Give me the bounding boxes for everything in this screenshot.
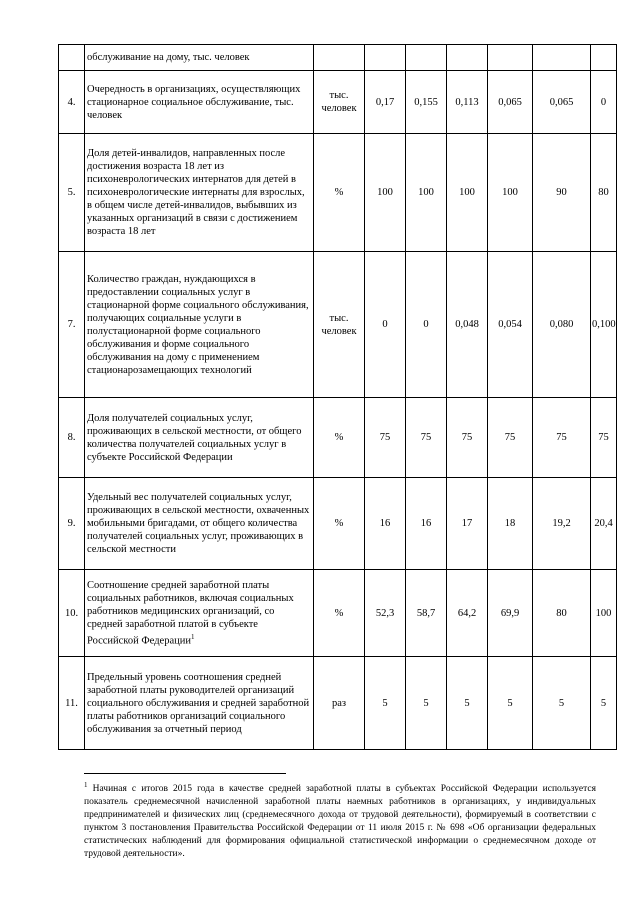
value-cell: 16: [406, 478, 447, 570]
value-cell: 20,4: [591, 478, 617, 570]
value-cell: 0,155: [406, 71, 447, 134]
value-cell: 5: [365, 657, 406, 750]
value-cell: [591, 45, 617, 71]
value-cell: [365, 45, 406, 71]
value-cell: 5: [406, 657, 447, 750]
row-number: 8.: [59, 398, 85, 478]
unit-cell: %: [314, 398, 365, 478]
value-cell: 0,065: [488, 71, 533, 134]
row-number: [59, 45, 85, 71]
table-row: [59, 252, 617, 398]
indicator-text: Количество граждан, нуждающихся в предоставлении социальных услуг в стационарной форме социального обслуживания, получающих социальные услуги в полустационарной форме социального обслуживания и форме социального обслуживания на дому с применением стационарозамещающих технологий: [85, 252, 314, 398]
row-number: 4.: [59, 71, 85, 134]
value-cell: 0,080: [533, 252, 591, 398]
value-cell: 0,054: [488, 252, 533, 398]
indicator-text: обслуживание на дому, тыс. человек: [85, 45, 314, 71]
footnote-reference[interactable]: 1: [190, 632, 195, 641]
table-row: [59, 657, 617, 750]
row-number: 10.: [59, 570, 85, 657]
value-cell: 75: [406, 398, 447, 478]
indicator-text: Доля получателей социальных услуг, проживающих в сельской местности, от общего количества получателей социальных услуг в субъекте Российской Федерации: [85, 398, 314, 478]
value-cell: 0,048: [447, 252, 488, 398]
value-cell: 5: [591, 657, 617, 750]
indicator-text: Предельный уровень соотношения средней заработной платы руководителей организаций социального обслуживания и средней заработной платы работников организаций социального обслуживания за отчетный период: [85, 657, 314, 750]
table-row: [59, 71, 617, 134]
row-number: 11.: [59, 657, 85, 750]
indicator-text: Очередность в организациях, осуществляющих стационарное социальное обслуживание, тыс. человек: [85, 71, 314, 134]
value-cell: 64,2: [447, 570, 488, 657]
unit-cell: тыс. человек: [314, 252, 365, 398]
value-cell: 16: [365, 478, 406, 570]
table-row: [59, 398, 617, 478]
row-number: 7.: [59, 252, 85, 398]
value-cell: [406, 45, 447, 71]
value-cell: 0,065: [533, 71, 591, 134]
value-cell: 0: [365, 252, 406, 398]
value-cell: 100: [447, 134, 488, 252]
indicator-text-body: Соотношение средней заработной платы социальных работников, включая социальных работников медицинских организаций, со средней заработной платой в субъекте Российской Федерации: [87, 579, 294, 647]
value-cell: 0,113: [447, 71, 488, 134]
value-cell: 0: [406, 252, 447, 398]
value-cell: 19,2: [533, 478, 591, 570]
value-cell: 100: [406, 134, 447, 252]
indicator-text: Удельный вес получателей социальных услуг, проживающих в сельской местности, охваченных мобильными бригадами, от общего количества получателей социальных услуг, проживающих в сельской местности: [85, 478, 314, 570]
value-cell: [533, 45, 591, 71]
value-cell: 17: [447, 478, 488, 570]
unit-cell: раз: [314, 657, 365, 750]
value-cell: 5: [488, 657, 533, 750]
indicator-text: Доля детей-инвалидов, направленных после достижения возраста 18 лет из психоневрологических интернатов для детей в психоневрологические интернаты для взрослых, в общем числе детей-инвалидов, выбывших из указанных организаций в связи с достижением возраста 18 лет: [85, 134, 314, 252]
footnote-text: Начиная с итогов 2015 года в качестве средней заработной платы в субъектах Российской Федерации используется показатель среднемесячной начисленной заработной платы наемных работников в организациях, у индивидуальных предпринимателей и физических лиц (среднемесячного дохода от трудовой деятельности), формируемый в соответствии с пунктом 3 постановления Правительства Российской Федерации от 11 июля 2015 г. № 698 «Об организации федеральных статистических наблюдений для формирования официальной статистической информации о среднемесячном доходе от трудовой деятельности».: [84, 784, 596, 860]
value-cell: 90: [533, 134, 591, 252]
value-cell: 5: [533, 657, 591, 750]
unit-cell: %: [314, 570, 365, 657]
row-number: 9.: [59, 478, 85, 570]
value-cell: 75: [447, 398, 488, 478]
value-cell: [488, 45, 533, 71]
value-cell: 0,100: [591, 252, 617, 398]
value-cell: 69,9: [488, 570, 533, 657]
value-cell: 5: [447, 657, 488, 750]
value-cell: 100: [488, 134, 533, 252]
footnote-marker: 1: [84, 781, 88, 789]
value-cell: 80: [591, 134, 617, 252]
value-cell: 75: [533, 398, 591, 478]
value-cell: 0,17: [365, 71, 406, 134]
table-row: [59, 134, 617, 252]
value-cell: 80: [533, 570, 591, 657]
value-cell: 18: [488, 478, 533, 570]
value-cell: 0: [591, 71, 617, 134]
indicator-text: [85, 570, 314, 657]
unit-cell: %: [314, 134, 365, 252]
footnote-separator: [84, 773, 286, 774]
unit-cell: тыс. человек: [314, 71, 365, 134]
value-cell: 100: [591, 570, 617, 657]
value-cell: 100: [365, 134, 406, 252]
indicators-table: [58, 44, 617, 750]
value-cell: 75: [591, 398, 617, 478]
unit-cell: [314, 45, 365, 71]
footnote: [84, 779, 596, 861]
value-cell: 75: [365, 398, 406, 478]
table-row: [59, 478, 617, 570]
value-cell: 58,7: [406, 570, 447, 657]
value-cell: 52,3: [365, 570, 406, 657]
unit-cell: %: [314, 478, 365, 570]
table-row: [59, 45, 617, 71]
value-cell: 75: [488, 398, 533, 478]
row-number: 5.: [59, 134, 85, 252]
table-row: [59, 570, 617, 657]
value-cell: [447, 45, 488, 71]
